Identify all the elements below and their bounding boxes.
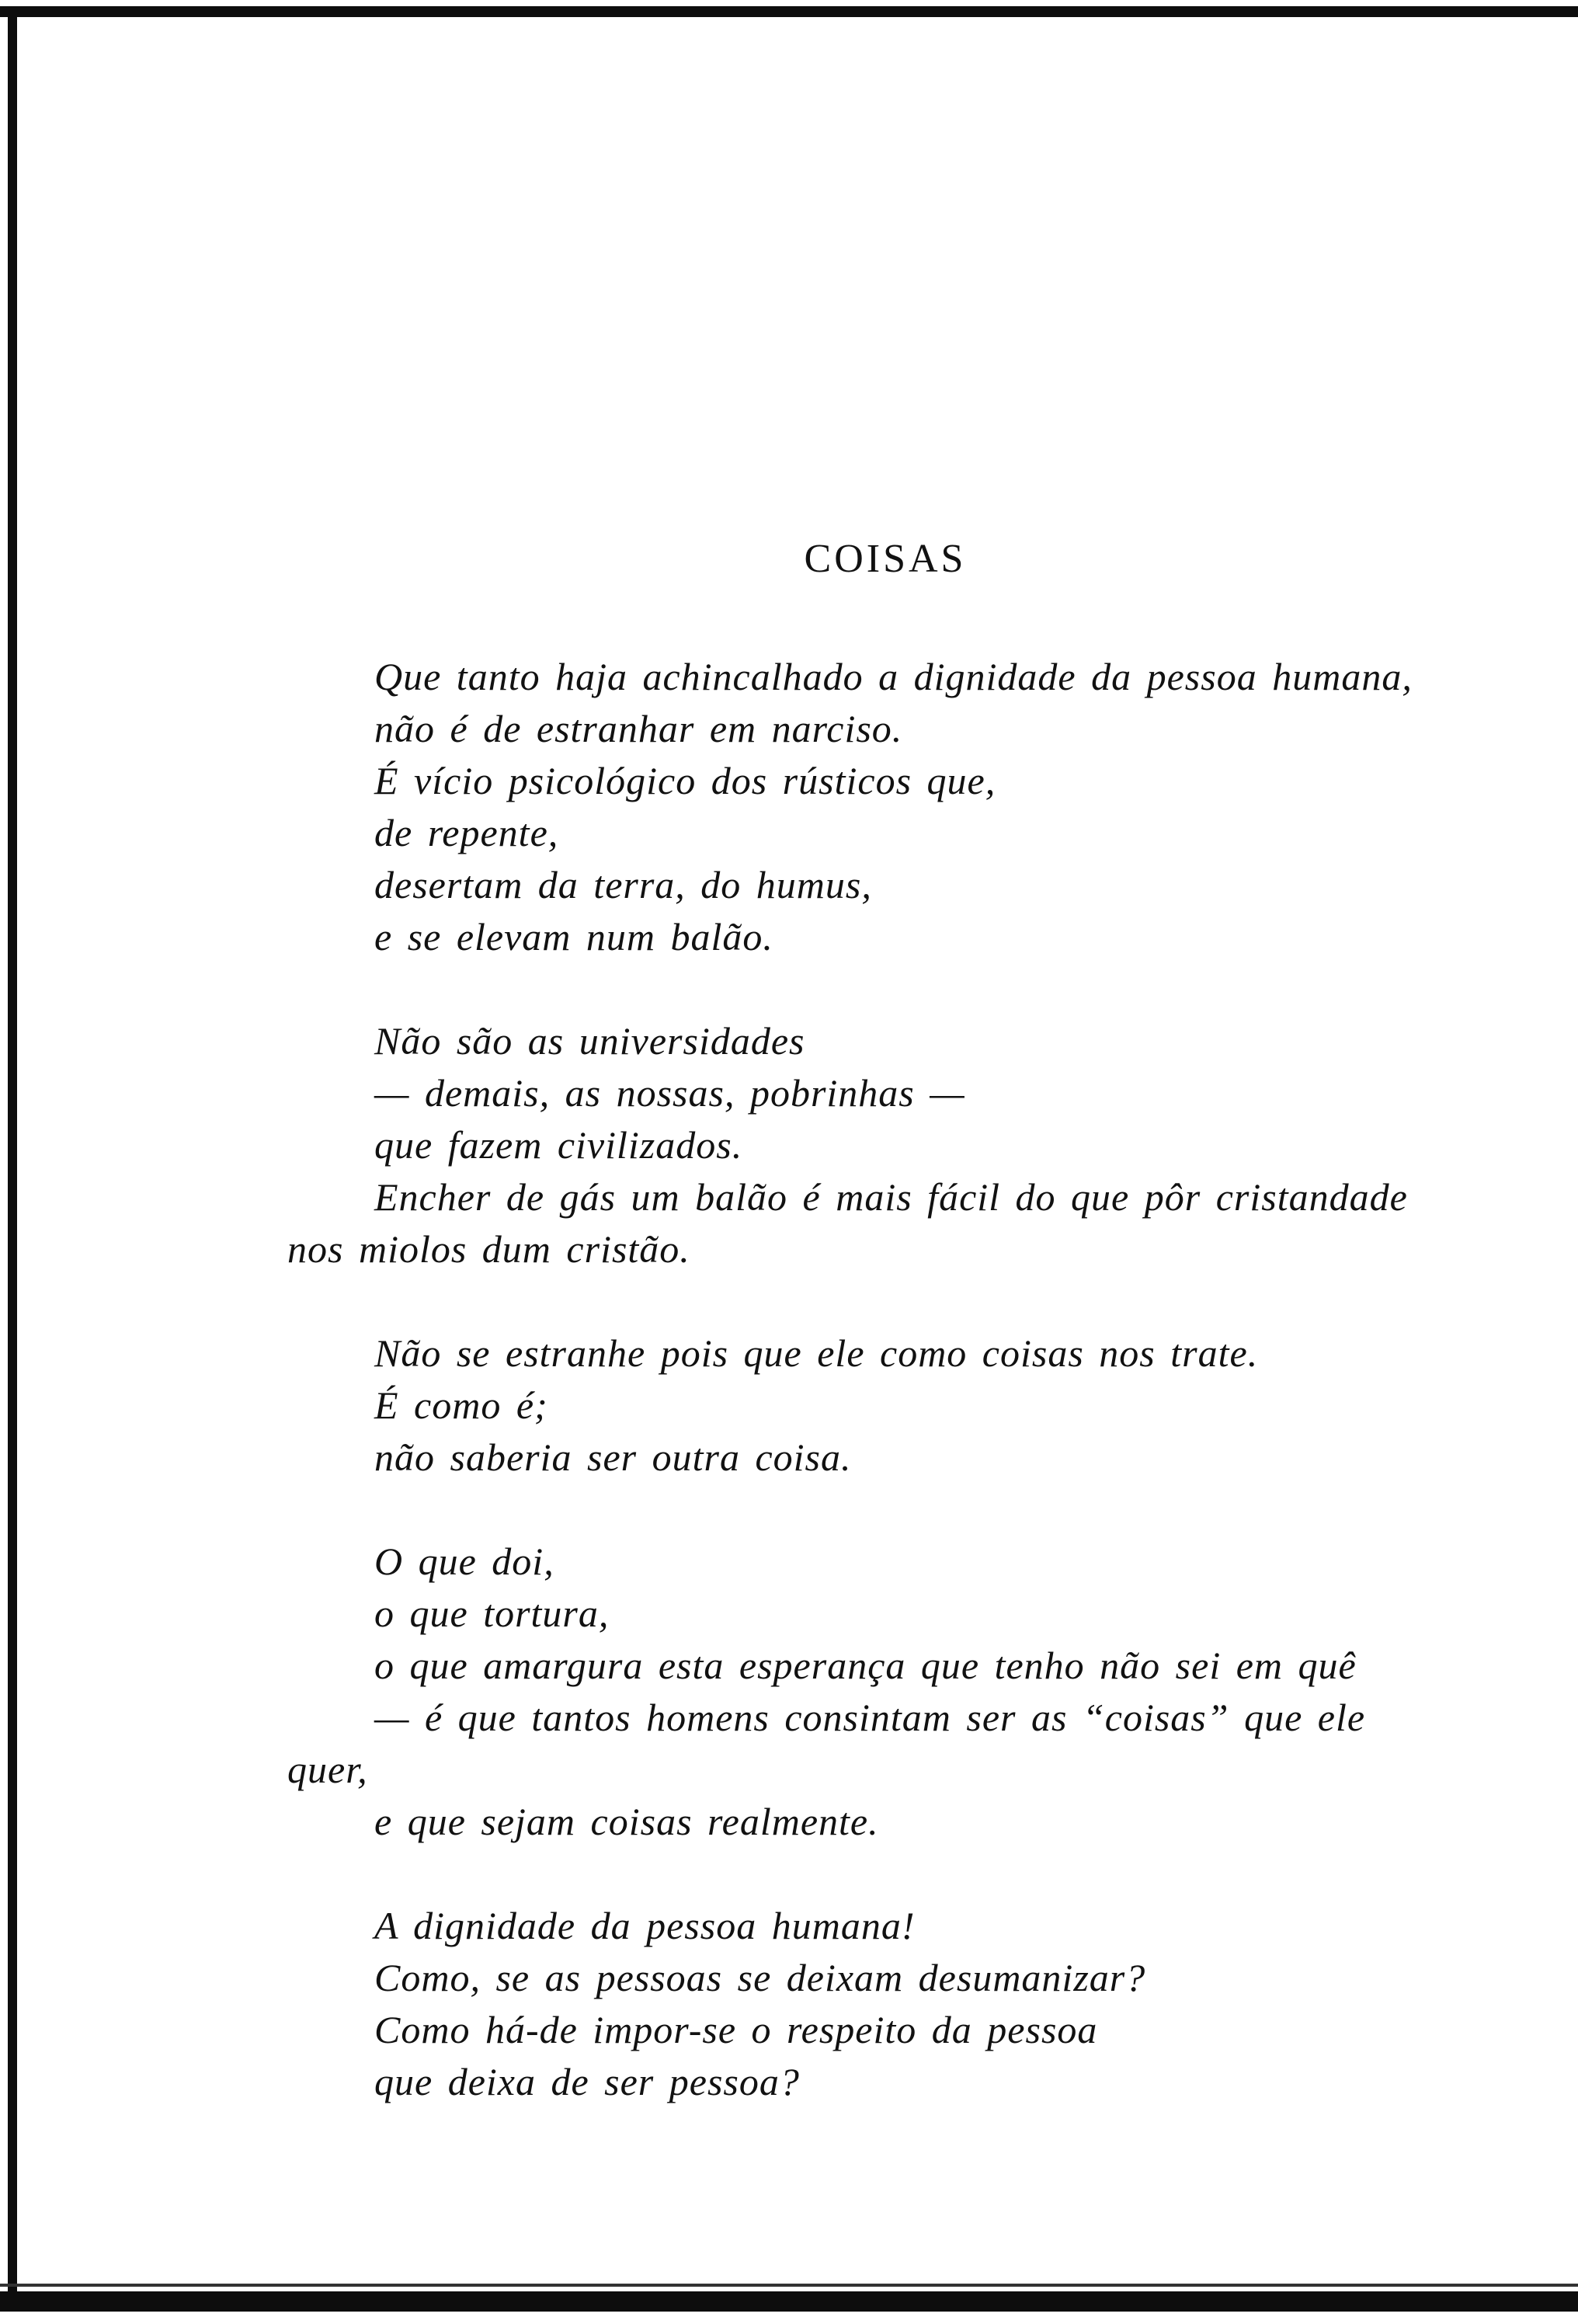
poem-line: não é de estranhar em narciso. [374,707,903,750]
stanza-2 [287,1015,1499,1275]
poem-line: Como há-de impor-se o respeito da pessoa [374,2008,1098,2051]
poem-line-continuation: quer, [287,1748,368,1791]
poem-line: O que doi, [374,1539,554,1583]
poem-line: desertam da terra, do humus, [374,863,872,906]
poem-line: e que sejam coisas realmente. [374,1800,879,1843]
poem-line: Não são as universidades [374,1019,805,1063]
poem-line: e se elevam num balão. [374,915,773,958]
scan-border-top [0,6,1578,17]
poem-line-continuation: nos miolos dum cristão. [287,1227,690,1271]
poem-line: que deixa de ser pessoa? [374,2060,800,2103]
poem-line: Encher de gás um balão é mais fácil do que pôr cristandade [374,1175,1408,1219]
poem-line: o que tortura, [374,1592,610,1635]
stanza-5 [287,1900,1499,2108]
scan-border-bottom [0,2291,1578,2312]
poem-line: — é que tantos homens consintam ser as “coisas” que ele [374,1696,1366,1739]
poem-line: que fazem civilizados. [374,1123,743,1167]
poem-line: de repente, [374,811,559,854]
poem-line: Que tanto haja achincalhado a dignidade da pessoa humana, [374,655,1413,698]
poem-line: É como é; [374,1383,548,1427]
poem-line: Como, se as pessoas se deixam desumanizar? [374,1956,1146,1999]
poem-line: Não se estranhe pois que ele como coisas nos trate. [374,1331,1259,1375]
poem-body [287,651,1499,2160]
poem-line: não saberia ser outra coisa. [374,1435,852,1479]
poem-line: É vício psicológico dos rústicos que, [374,759,996,802]
stanza-4 [287,1536,1499,1848]
poem-line: — demais, as nossas, pobrinhas — [374,1071,965,1115]
stanza-1 [287,651,1499,963]
scan-border-bottom-inner [0,2284,1578,2287]
poem-line: o que amargura esta esperança que tenho não sei em quê [374,1644,1357,1687]
poem-line: A dignidade da pessoa humana! [374,1904,916,1947]
stanza-3 [287,1327,1499,1484]
scan-border-left [8,6,17,2305]
poem-title: COISAS [804,537,967,581]
